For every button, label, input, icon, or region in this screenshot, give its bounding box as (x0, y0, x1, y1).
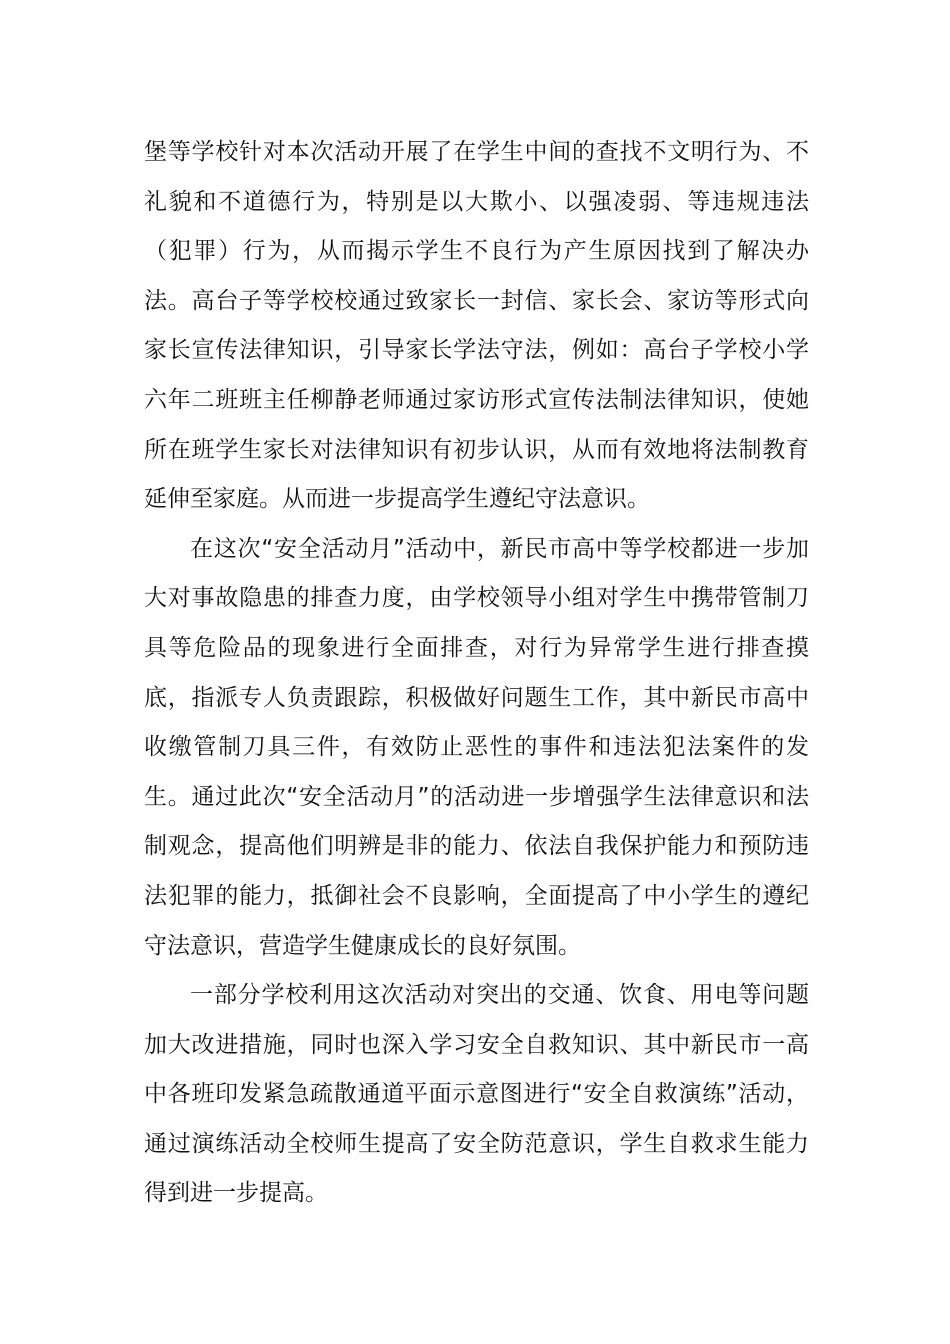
paragraph-3: 一部分学校利用这次活动对突出的交通、饮食、用电等问题加大改进措施，同时也深入学习安全自救知识、其中新民市一高中各班印发紧急疏散通道平面示意图进行“安全自救演练”活动，通过演练活动全校师生提高了安全防范意识，学生自救求生能力得到进一步提高。 (144, 982, 809, 1207)
paragraph-1: 堡等学校针对本次活动开展了在学生中间的查找不文明行为、不礼貌和不道德行为，特别是以大欺小、以强凌弱、等违规违法（犯罪）行为，从而揭示学生不良行为产生原因找到了解决办法。高台子等学校校通过致家长一封信、家长会、家访等形式向家长宣传法律知识，引导家长学法守法，例如：高台子学校小学六年二班班主任柳静老师通过家访形式宣传法制法律知识，使她所在班学生家长对法律知识有初步认识，从而有效地将法制教育延伸至家庭。从而进一步提高学生遵纪守法意识。 (144, 139, 809, 513)
paragraph-2: 在这次“安全活动月”活动中，新民市高中等学校都进一步加大对事故隐患的排查力度，由学校领导小组对学生中携带管制刀具等危险品的现象进行全面排查，对行为异常学生进行排查摸底，指派专人负责跟踪，积极做好问题生工作，其中新民市高中收缴管制刀具三件，有效防止恶性的事件和违法犯法案件的发生。通过此次“安全活动月”的活动进一步增强学生法律意识和法制观念，提高他们明辨是非的能力、依法自我保护能力和预防违法犯罪的能力，抵御社会不良影响，全面提高了中小学生的遵纪守法意识，营造学生健康成长的良好氛围。 (144, 535, 809, 959)
body-text (144, 128, 809, 1219)
